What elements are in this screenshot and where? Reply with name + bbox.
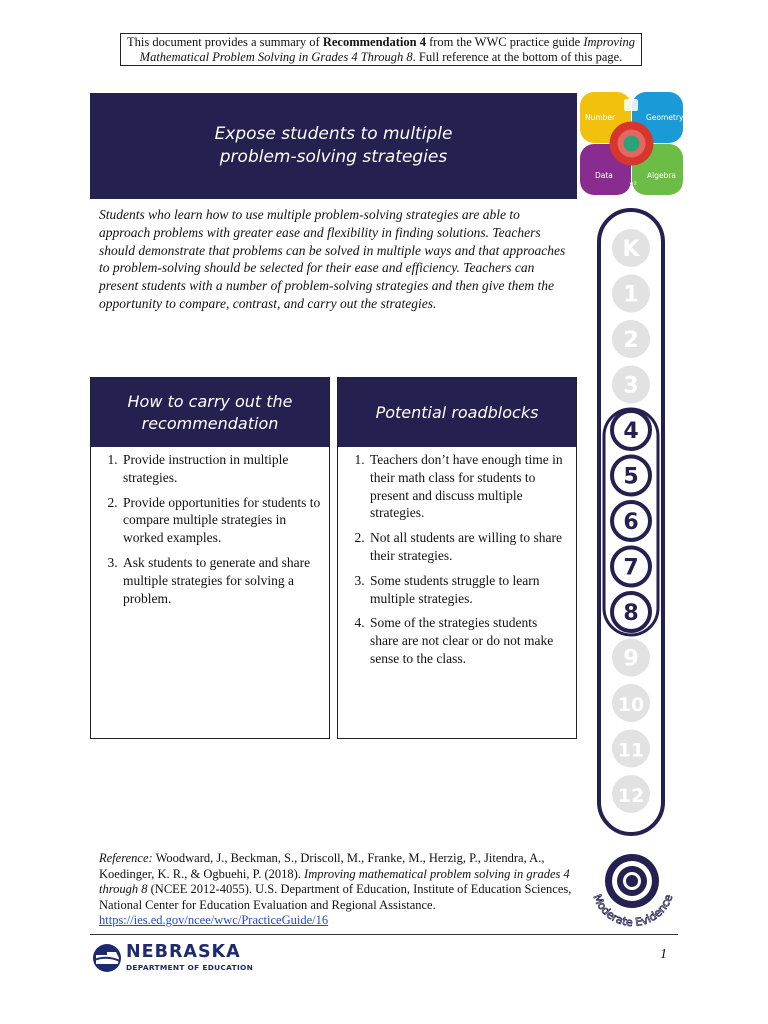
nebraska-map-icon — [92, 943, 122, 973]
how-to-heading: How to carry out the recommendation — [91, 378, 329, 447]
grade-label-8: 8 — [623, 601, 639, 626]
reference-title: Improving mathematical problem solving in grades 4 through 8 — [99, 866, 570, 896]
roadblocks-list — [338, 451, 576, 668]
how-to-column — [90, 377, 330, 739]
grade-label-5: 5 — [623, 464, 639, 490]
roadblock-item: 2. Not all students are willing to share their strategies. — [368, 529, 568, 565]
grade-label-11: 11 — [617, 739, 645, 762]
domain-geometry-label: Geometry — [646, 113, 683, 122]
evidence-badge — [583, 845, 683, 930]
roadblock-item: 4. Some of the strategies students share are not clear or do not make sense to the class. — [368, 614, 568, 667]
how-to-item: 2. Provide opportunities for students to compare multiple strategies in worked examples. — [121, 494, 321, 547]
logo-name: NEBRASKA — [126, 942, 241, 962]
roadblock-item: 3. Some students struggle to learn multiple strategies. — [368, 572, 568, 608]
grade-label-7: 7 — [623, 555, 639, 581]
roadblock-item: 1. Teachers don’t have enough time in their math class for students to present and discuss multiple strategies. — [368, 451, 568, 522]
grade-label-k: K — [622, 237, 640, 262]
reference-details: (NCEE 2012-4055). U.S. Department of Education, Institute of Education Sciences, National Center for Education Evaluation and Regional Assistance. — [99, 882, 572, 912]
grade-label-10: 10 — [617, 694, 645, 716]
reference-label: Reference: — [99, 851, 153, 865]
domain-data-label: Data — [595, 171, 613, 180]
footer-divider — [90, 934, 678, 935]
reference-authors: Woodward, J., Beckman, S., Driscoll, M., Franke, M., Herzig, P., Jitendra, A., Koedinger, K. R., & Ogbuehi, P. (2018). — [99, 851, 545, 881]
notice-text: . Full reference at the bottom of this page. — [412, 50, 623, 64]
reference — [99, 851, 574, 929]
how-to-list — [91, 451, 329, 607]
grade-label-12: 12 — [617, 785, 645, 807]
algebra-symbol: x² — [629, 180, 637, 189]
domain-algebra-label: Algebra — [647, 171, 677, 180]
roadblocks-column — [337, 377, 577, 739]
grade-level-track — [596, 207, 666, 837]
intro-paragraph: Students who learn how to use multiple problem-solving strategies are able to approach problems with greater ease and flexibility in finding solutions. Teachers should demonstrate that problems can be solved in multiple ways and that approaches to problem-solving should be selected for their ease and efficiency. Teachers can present students with a number of problem-solving strategies and then give them the opportunity to compare, contrast, and carry out the strategies. — [99, 207, 566, 311]
how-to-item: 1. Provide instruction in multiple strategies. — [121, 451, 321, 487]
logo-subtitle: DEPARTMENT OF EDUCATION — [126, 963, 254, 972]
source-notice — [120, 33, 642, 66]
reference-link[interactable]: https://ies.ed.gov/ncee/wwc/PracticeGuide/16 — [99, 913, 329, 927]
domain-number-label: Number — [585, 113, 616, 122]
evidence-label: Moderate Evidence — [590, 892, 676, 930]
notice-recommendation: Recommendation 4 — [322, 35, 426, 49]
grade-label-6: 6 — [623, 510, 639, 535]
grade-label-3: 3 — [623, 373, 639, 399]
how-to-item: 3. Ask students to generate and share multiple strategies for solving a problem. — [121, 554, 321, 607]
nde-logo — [92, 941, 254, 975]
grade-label-9: 9 — [623, 646, 639, 672]
title-banner — [90, 93, 577, 199]
grade-label-1: 1 — [623, 282, 639, 308]
grade-label-2: 2 — [623, 328, 639, 353]
roadblocks-heading: Potential roadblocks — [338, 378, 576, 447]
math-domains-icon — [580, 92, 683, 195]
notice-text: This document provides a summary of — [127, 35, 323, 49]
notice-text: from the WWC practice guide — [425, 35, 584, 49]
page-number: 1 — [660, 947, 667, 962]
notice-guide-title: Improving Mathematical Problem Solving in Grades 4 Through 8 — [139, 35, 635, 64]
grade-label-4: 4 — [623, 419, 639, 444]
page-title: Expose students to multiple problem-solving strategies — [214, 124, 453, 167]
